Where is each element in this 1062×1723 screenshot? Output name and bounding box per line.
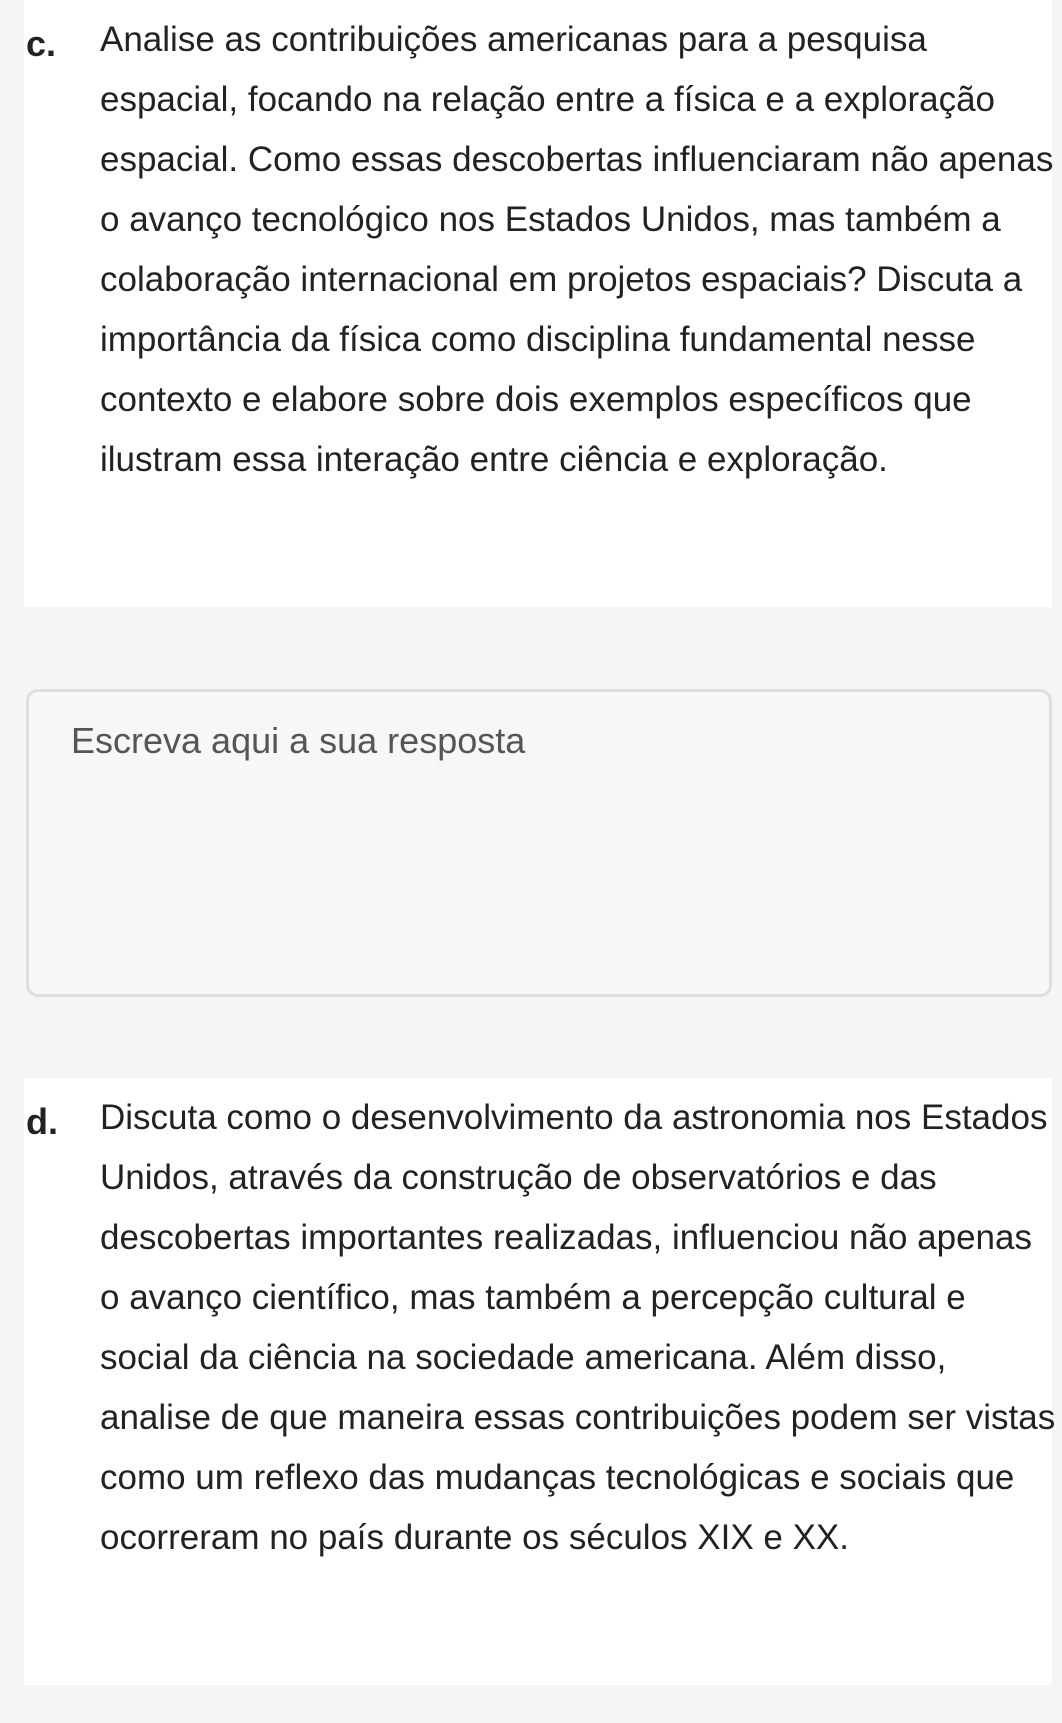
- question-c: [24, 0, 1052, 607]
- question-d: [24, 1078, 1056, 1685]
- question-label: c.: [26, 23, 57, 64]
- question-label: d.: [26, 1101, 58, 1142]
- answer-textarea[interactable]: [26, 689, 1052, 997]
- question-text: Analise as contribuições americanas para a pesquisa espacial, focando na relação entre a física e a exploração espacial. Como essas descobertas influenciaram não apenas o avanço tecnológico nos Estados Unidos, mas também a colaboração internacional em projetos espaciais? Discuta a importância da física como disciplina fundamental nesse contexto e elabore sobre dois exemplos específicos que ilustram essa interação entre ciência e exploração.: [100, 20, 1054, 479]
- question-text: Discuta como o desenvolvimento da astronomia nos Estados Unidos, através da construção de observatórios e das descobertas importantes realizadas, influenciou não apenas o avanço científico, mas também a percepção cultural e social da ciência na sociedade americana. Além disso, analise de que maneira essas contribuições podem ser vistas como um reflexo das mudanças tecnológicas e sociais que ocorreram no país durante os séculos XIX e XX.: [100, 1098, 1056, 1557]
